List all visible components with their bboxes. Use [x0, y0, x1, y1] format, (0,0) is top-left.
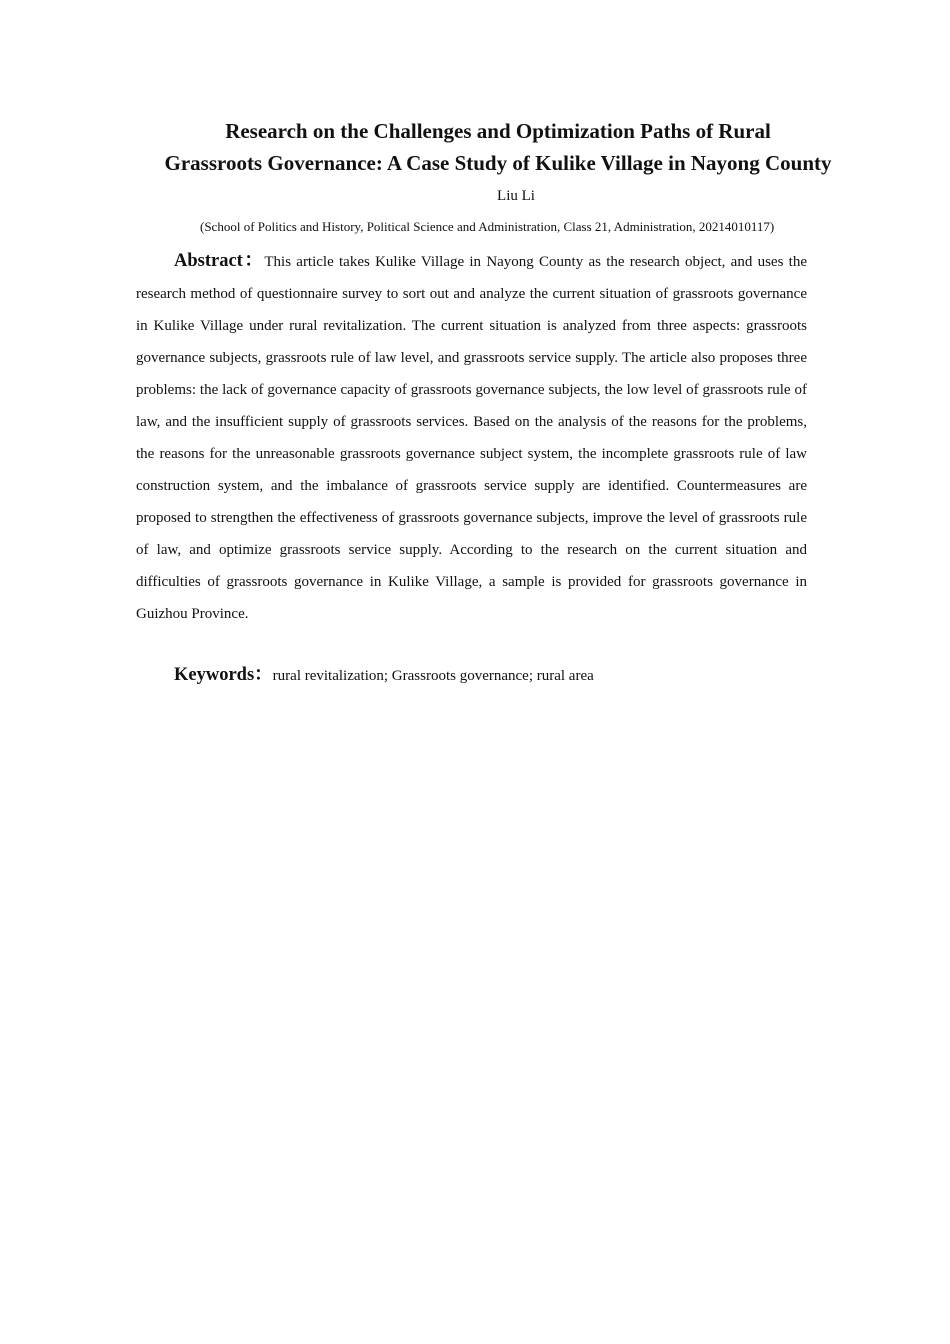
abstract-paragraph	[136, 245, 807, 630]
keywords-text: rural revitalization; Grassroots governance; rural area	[272, 668, 594, 684]
author-affiliation: (School of Politics and History, Political Science and Administration, Class 21, Administration, 20214010117)	[200, 219, 775, 234]
keywords-paragraph	[136, 661, 807, 690]
abstract-text: This article takes Kulike Village in Nayong County as the research object, and uses the research method of questionnaire survey to sort out and analyze the current situation of grassroots governance in Kulike Village under rural revitalization. The current situation is analyzed from three aspects: grassroots governance subjects, grassroots rule of law level, and grassroots service supply. The article also proposes three problems: the lack of governance capacity of grassroots governance subjects, the low level of grassroots rule of law, and the insufficient supply of grassroots services. Based on the analysis of the reasons for the problems, the reasons for the unreasonable grassroots governance subject system, the incomplete grassroots rule of law construction system, and the imbalance of grassroots service supply are identified. Countermeasures are proposed to strengthen the effectiveness of grassroots governance subjects, improve the level of grassroots rule of law, and optimize grassroots service supply. According to the research on the current situation and difficulties of grassroots governance in Kulike Village, a sample is provided for grassroots governance in Guizhou Province.	[136, 254, 808, 622]
abstract-label: Abstract：	[174, 251, 265, 271]
author-name: Liu Li	[497, 188, 535, 204]
paper-title-line-2: Grassroots Governance: A Case Study of Kulike Village in Nayong County	[164, 151, 832, 175]
paper-title	[136, 115, 860, 179]
keywords-label: Keywords：	[174, 665, 273, 685]
paper-title-line-1: Research on the Challenges and Optimization Paths of Rural	[225, 119, 771, 143]
